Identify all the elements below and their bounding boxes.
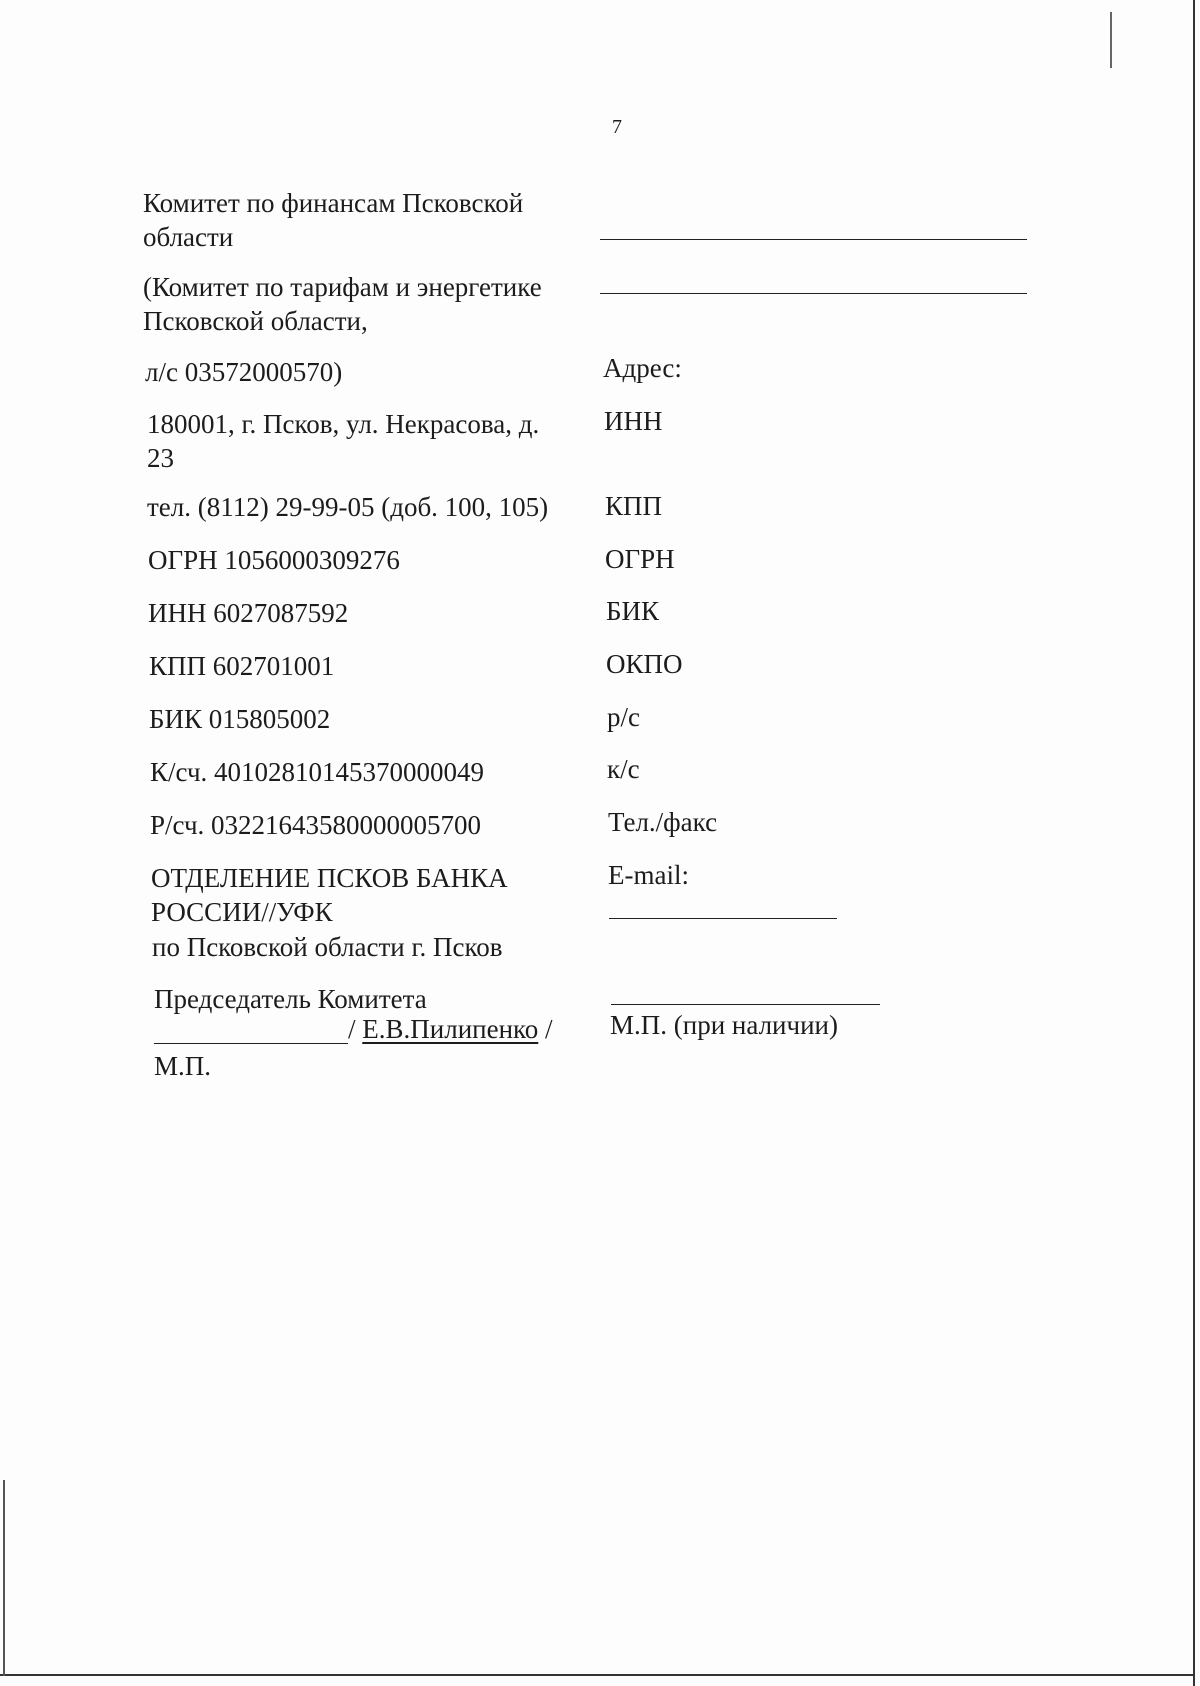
- label-corr-account: к/с: [607, 754, 640, 784]
- page-number: 7: [612, 116, 622, 138]
- label-settlement-account: р/с: [607, 702, 640, 732]
- signatory-name: Е.В.Пилипенко: [362, 1014, 539, 1044]
- counterparty-name-line1: [600, 239, 1027, 240]
- org-name-line1: Комитет по финансам Псковской: [143, 188, 524, 218]
- label-kpp: КПП: [605, 491, 663, 521]
- kpp: КПП 602701001: [149, 651, 335, 681]
- signatory-name-prefix: /: [348, 1014, 363, 1044]
- org-name-line2: области: [143, 222, 234, 252]
- bank-line1: ОТДЕЛЕНИЕ ПСКОВ БАНКА: [151, 863, 508, 893]
- address-line2: 23: [147, 443, 174, 473]
- signatory-name-suffix: /: [538, 1014, 553, 1044]
- phone: тел. (8112) 29-99-05 (доб. 100, 105): [147, 492, 549, 522]
- scan-border-bottom: [0, 1674, 1195, 1676]
- sub-org-line2: Псковской области,: [143, 306, 368, 336]
- personal-account: л/с 03572000570): [145, 357, 343, 387]
- signature-line: [154, 1043, 348, 1044]
- scan-mark: [1110, 12, 1112, 68]
- label-bik: БИК: [606, 596, 660, 626]
- signatory-name-block: [348, 1012, 553, 1046]
- stamp-label-left: М.П.: [154, 1051, 212, 1081]
- signatory-title: Председатель Комитета: [154, 984, 427, 1014]
- counterparty-signature-line: [611, 1004, 880, 1005]
- counterparty-name-line2: [600, 293, 1027, 294]
- bank-line3: по Псковской области г. Псков: [152, 932, 503, 962]
- label-email: E-mail:: [608, 860, 689, 890]
- sub-org-line1: (Комитет по тарифам и энергетике: [143, 272, 542, 302]
- address-line1: 180001, г. Псков, ул. Некрасова, д.: [147, 409, 540, 439]
- bank-line2: РОССИИ//УФК: [151, 897, 333, 927]
- label-phone-fax: Тел./факс: [608, 807, 718, 837]
- ogrn: ОГРН 1056000309276: [148, 545, 400, 575]
- scan-border-right: [1193, 0, 1195, 1686]
- label-address: Адрес:: [603, 353, 682, 383]
- scan-border-left: [3, 1480, 5, 1676]
- label-ogrn: ОГРН: [605, 544, 675, 574]
- inn: ИНН 6027087592: [148, 598, 349, 628]
- bik: БИК 015805002: [149, 704, 331, 734]
- label-inn: ИНН: [604, 406, 663, 436]
- email-line: [609, 918, 837, 919]
- stamp-label-right: М.П. (при наличии): [610, 1010, 838, 1040]
- label-okpo: ОКПО: [606, 649, 683, 679]
- corr-account: К/сч. 40102810145370000049: [150, 757, 485, 787]
- settlement-account: Р/сч. 03221643580000005700: [150, 810, 482, 840]
